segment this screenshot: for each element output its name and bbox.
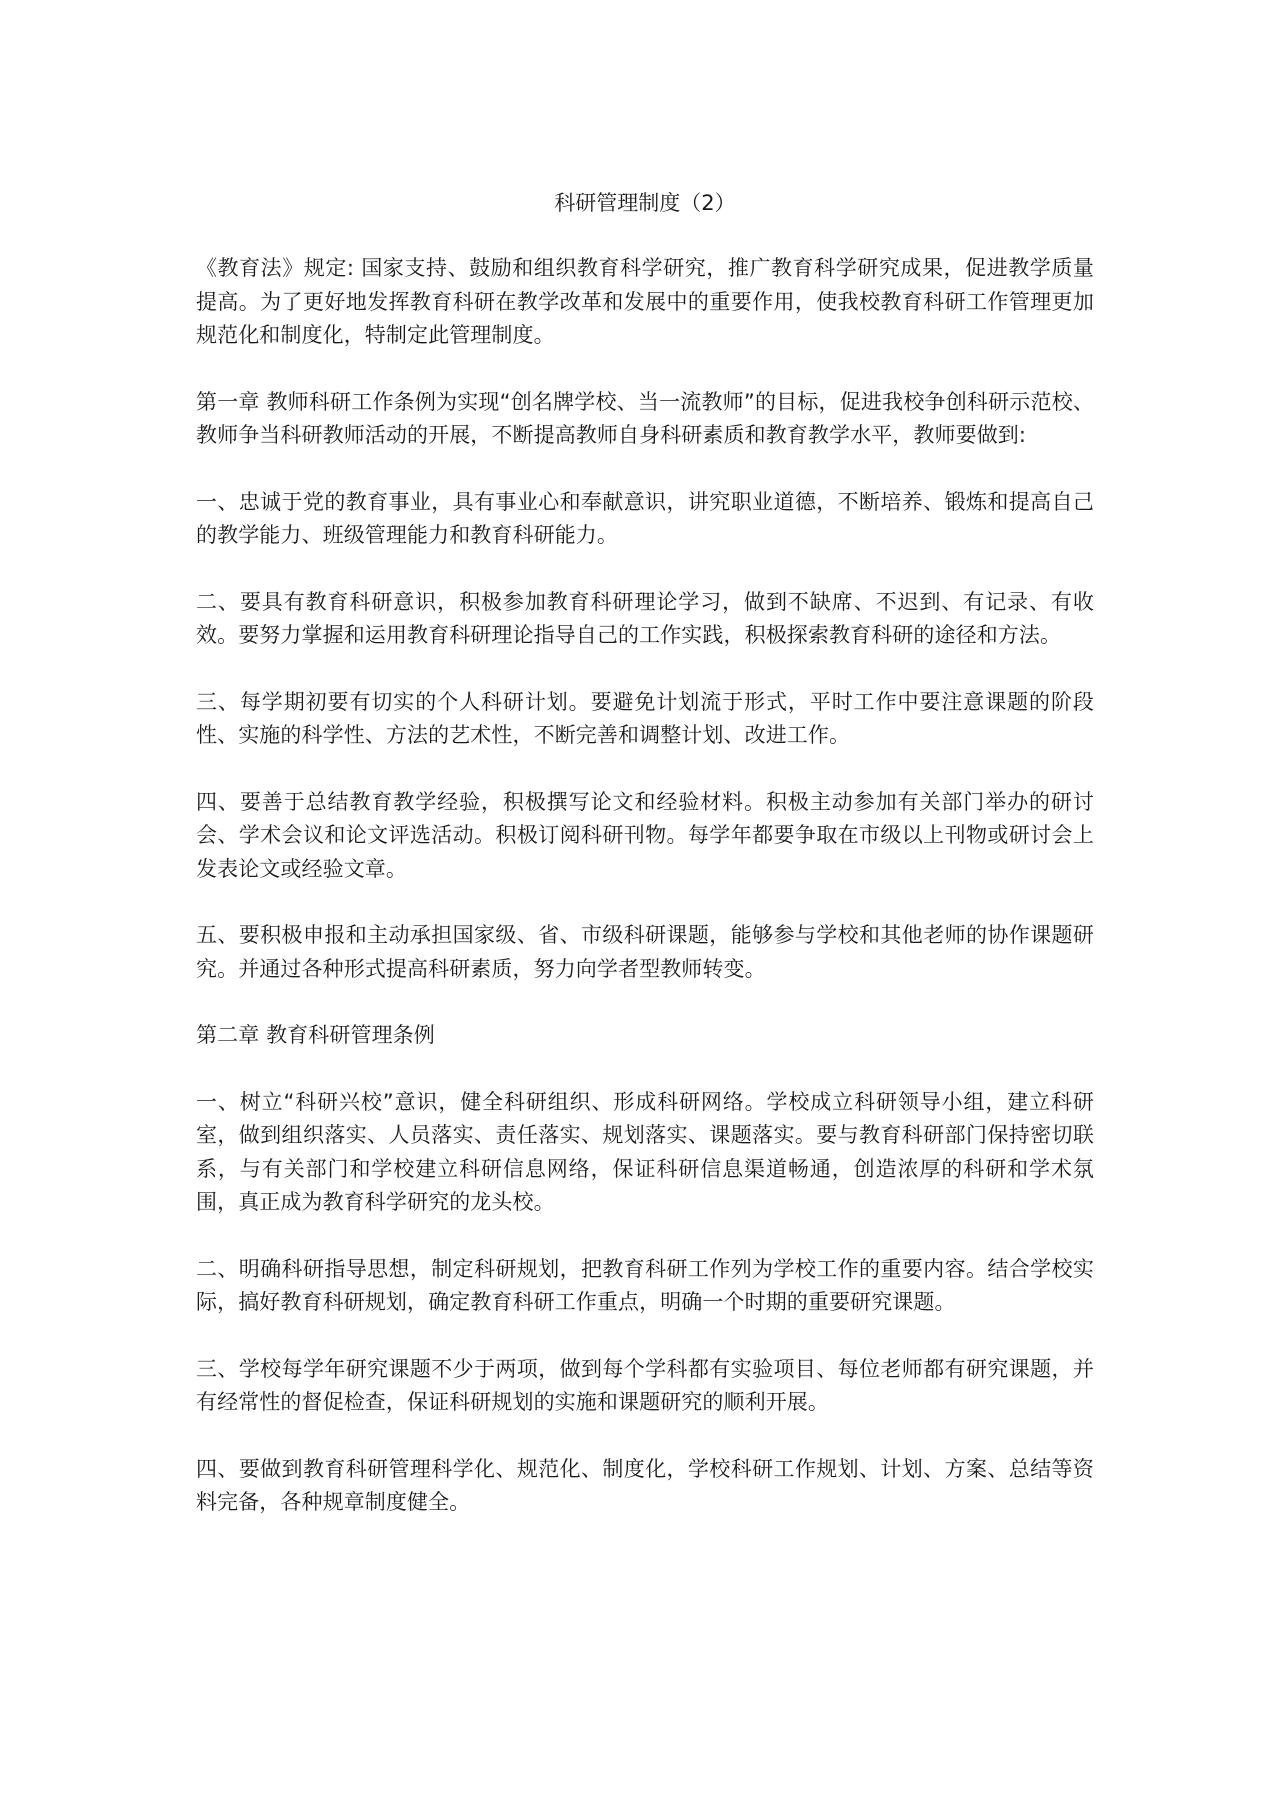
- paragraph-ch2-item-4: 四、要做到教育科研管理科学化、规范化、制度化，学校科研工作规划、计划、方案、总结等资料完备，各种规章制度健全。: [196, 1456, 1094, 1514]
- paragraph-chapter-1: 第一章 教师科研工作条例为实现“创名牌学校、当一流教师”的目标，促进我校争创科研示范校、教师争当科研教师活动的开展，不断提高教师自身科研素质和教育教学水平，教师要做到:: [196, 389, 1094, 447]
- paragraph-ch1-item-3: 三、每学期初要有切实的个人科研计划。要避免计划流于形式，平时工作中要注意课题的阶段性、实施的科学性、方法的艺术性，不断完善和调整计划、改进工作。: [196, 689, 1094, 747]
- document-page: [196, 186, 1094, 1553]
- paragraph-ch2-item-1: 一、树立“科研兴校”意识，健全科研组织、形成科研网络。学校成立科研领导小组，建立科研室，做到组织落实、人员落实、责任落实、规划落实、课题落实。要与教育科研部门保持密切联系，与有关部门和学校建立科研信息网络，保证科研信息渠道畅通，创造浓厚的科研和学术氛围，真正成为教育科学研究的龙头校。: [196, 1089, 1094, 1214]
- paragraph-chapter-2: 第二章 教育科研管理条例: [196, 1023, 435, 1047]
- paragraph-intro: 《教育法》规定: 国家支持、鼓励和组织教育科学研究，推广教育科学研究成果，促进教学质量提高。为了更好地发挥教育科研在教学改革和发展中的重要作用，使我校教育科研工作管理更加规范化和制度化，特制定此管理制度。: [196, 256, 1094, 347]
- paragraph-ch2-item-2: 二、明确科研指导思想，制定科研规划，把教育科研工作列为学校工作的重要内容。结合学校实际，搞好教育科研规划，确定教育科研工作重点，明确一个时期的重要研究课题。: [196, 1256, 1094, 1314]
- paragraph-ch1-item-1: 一、忠诚于党的教育事业，具有事业心和奉献意识，讲究职业道德，不断培养、锻炼和提高自己的教学能力、班级管理能力和教育科研能力。: [196, 489, 1094, 547]
- paragraph-ch1-item-4: 四、要善于总结教育教学经验，积极撰写论文和经验材料。积极主动参加有关部门举办的研讨会、学术会议和论文评选活动。积极订阅科研刊物。每学年都要争取在市级以上刊物或研讨会上发表论文或经验文章。: [196, 789, 1094, 881]
- paragraph-ch1-item-2: 二、要具有教育科研意识，积极参加教育科研理论学习，做到不缺席、不迟到、有记录、有收效。要努力掌握和运用教育科研理论指导自己的工作实践，积极探索教育科研的途径和方法。: [196, 589, 1094, 647]
- paragraph-ch2-item-3: 三、学校每学年研究课题不少于两项，做到每个学科都有实验项目、每位老师都有研究课题，并有经常性的督促检查，保证科研规划的实施和课题研究的顺利开展。: [196, 1356, 1094, 1414]
- paragraph-ch1-item-5: 五、要积极申报和主动承担国家级、省、市级科研课题，能够参与学校和其他老师的协作课题研究。并通过各种形式提高科研素质，努力向学者型教师转变。: [196, 923, 1094, 981]
- document-title: 科研管理制度（2）: [554, 191, 736, 215]
